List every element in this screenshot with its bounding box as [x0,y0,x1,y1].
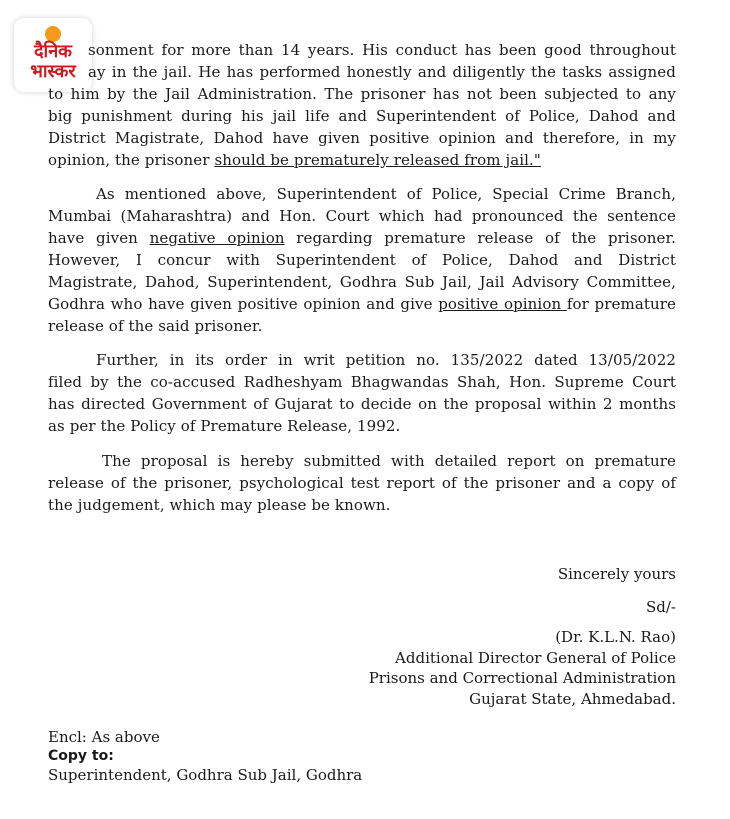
paragraph-3 [48,349,676,437]
para1-line [48,149,676,171]
para2-line: release of the said prisoner. [48,317,263,335]
paragraph-4 [48,450,676,516]
para4-line: release of the prisoner, psychological test report of the prisoner and a copy of [48,474,676,492]
para3-line: filed by the co-accused Radheshyam Bhagwandas Shah, Hon. Supreme Court [48,373,676,391]
para2-text: have given [48,229,150,247]
para1-line: big punishment during his jail life and Superintendent of Police, Dahod and [48,107,676,125]
signatory-name: (Dr. K.L.N. Rao) [555,628,676,646]
paragraph-1 [48,39,676,171]
para2-line: Mumbai (Maharashtra) and Hon. Court which had pronounced the sentence [48,207,676,225]
copy-to-heading: Copy to: [48,748,114,764]
para1-line: to him by the Jail Administration. The prisoner has not been subjected to any [48,85,676,103]
para4-line: The proposal is hereby submitted with detailed report on premature [102,452,676,470]
signatory-title: Additional Director General of Police [395,648,676,667]
para2-text: for premature [566,295,676,313]
para2-line: However, I concur with Superintendent of Police, Dahod and District [48,251,676,269]
para1-line: District Magistrate, Dahod have given positive opinion and therefore, in my [48,129,676,147]
para2-text: regarding premature release of the prisoner. [284,229,676,247]
enclosure-note: Encl: As above [48,728,160,746]
logo-text-line2: भास्कर [30,61,76,82]
para3-line: Further, in its order in writ petition no. 135/2022 dated 13/05/2022 [96,351,676,369]
para3-line: has directed Government of Gujarat to decide on the proposal within 2 months [48,395,676,413]
para1-text: opinion, the prisoner [48,151,215,169]
para2-line: As mentioned above, Superintendent of Police, Special Crime Branch, [96,185,676,203]
paragraph-2 [48,183,676,337]
para1-line: ay in the jail. He has performed honestly and diligently the tasks assigned [88,63,676,81]
para4-line: the judgement, which may please be known. [48,496,391,514]
para2-line: Magistrate, Dahod, Superintendent, Godhra Sub Jail, Jail Advisory Committee, [48,273,676,291]
logo-text-line1: दैनिक [33,41,73,62]
underlined-negative-opinion: negative opinion [149,229,285,247]
signature-mark: Sd/- [646,598,676,616]
para2-line [48,293,676,315]
para3-line: as per the Policy of Premature Release, 1992. [48,417,401,435]
underlined-positive-opinion: positive opinion [438,295,567,313]
para2-text: Godhra who have given positive opinion and give [48,295,439,313]
signatory-department: Prisons and Correctional Administration [368,669,676,687]
underlined-release-phrase: should be prematurely released from jail." [214,151,541,169]
para1-line: sonment for more than 14 years. His conduct has been good throughout [88,41,676,59]
closing-salutation: Sincerely yours [557,565,676,583]
para2-line [48,227,676,249]
copy-recipient: Superintendent, Godhra Sub Jail, Godhra [48,766,363,784]
signatory-location: Gujarat State, Ahmedabad. [469,689,676,708]
signatory-block [369,627,676,709]
